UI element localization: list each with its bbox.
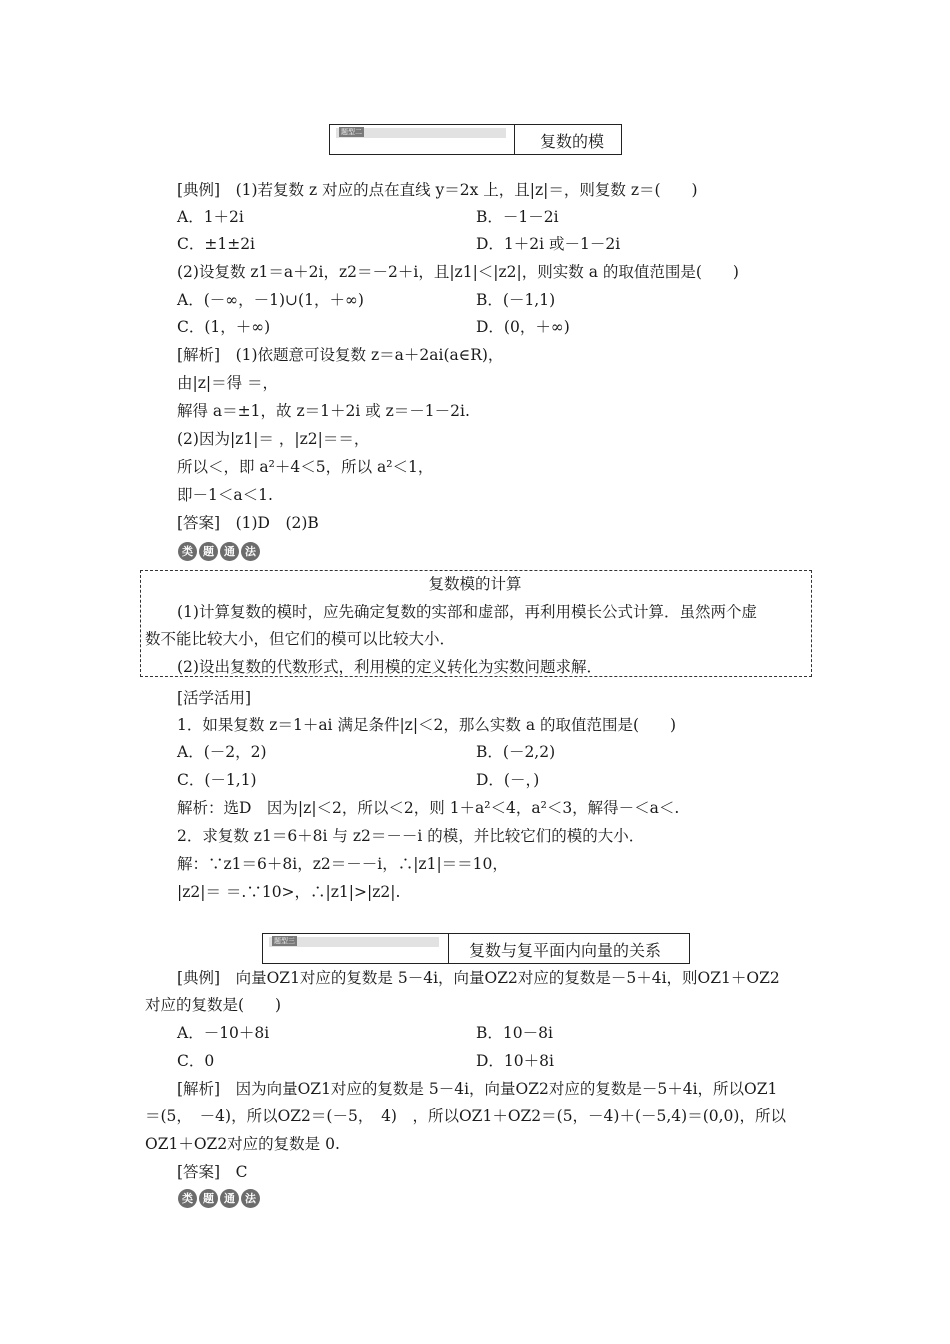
- section-tag: 题型二: [341, 128, 362, 136]
- solution-line: 解得 a＝±1，故 z＝1＋2i 或 z＝－1－2i.: [177, 402, 470, 420]
- example-question: [典例] 向量OZ1对应的复数是 5－4i，向量OZ2对应的复数是－5＋4i，则OZ1＋OZ2: [177, 969, 780, 987]
- option-a: A．(－∞，－1)∪(1，＋∞): [177, 291, 364, 309]
- solution-line: [解析] (1)依题意可设复数 z＝a＋2ai(a∈R)，: [177, 346, 504, 364]
- practice-solution-1: 解析：选D 因为|z|＜2，所以＜2，则 1＋a²＜4，a²＜3，解得－＜a＜.: [177, 799, 680, 817]
- solution-line: (2)因为|z1|＝ ，|z2|＝＝，: [177, 430, 370, 448]
- badge-char: 题: [199, 1189, 218, 1208]
- section-header-3: [262, 933, 690, 964]
- practice-heading: [活学活用]: [177, 689, 252, 707]
- practice-question-2: 2．求复数 z1＝6＋8i 与 z2＝－－i 的模，并比较它们的模的大小．: [177, 827, 645, 845]
- option-d: D．1＋2i 或－1－2i: [476, 235, 621, 253]
- option-c: C．(1，＋∞): [177, 318, 271, 336]
- option-b: B．(－2,2): [476, 743, 556, 761]
- example-question-1: [典例] (1)若复数 z 对应的点在直线 y＝2x 上，且|z|＝，则复数 z＝( ): [177, 181, 698, 199]
- solution-line: OZ1＋OZ2对应的复数是 0.: [145, 1135, 340, 1153]
- option-d: D．(0，＋∞): [476, 318, 570, 336]
- section-tag-bar: [269, 937, 439, 947]
- solution-line: [解析] 因为向量OZ1对应的复数是 5－4i，向量OZ2对应的复数是－5＋4i，所以OZ1: [177, 1080, 778, 1098]
- option-c: C．±1±2i: [177, 235, 256, 253]
- solution-line: ＝(5， －4)，所以OZ2＝(－5， 4) ，所以OZ1＋OZ2＝(5，－4)＋(－5,4)＝(0,0)，所以: [145, 1107, 786, 1125]
- answer-line: [答案] C: [177, 1163, 248, 1181]
- section-tag: 题型三: [274, 937, 295, 945]
- option-a: A．1＋2i: [177, 208, 244, 226]
- example-question: 对应的复数是( ): [145, 996, 282, 1014]
- option-b: B．10－8i: [476, 1024, 553, 1042]
- method-text: (2)设出复数的代数形式，利用模的定义转化为实数问题求解．: [177, 658, 602, 676]
- section-tag-bar: [336, 128, 506, 138]
- badge-char: 类: [178, 542, 197, 561]
- option-b: B．－1－2i: [476, 208, 559, 226]
- option-c: C．(－1,1): [177, 771, 257, 789]
- option-b: B．(－1,1): [476, 291, 556, 309]
- practice-solution-2: 解：∵z1＝6＋8i，z2＝－－i，∴|z1|＝＝10，: [177, 855, 508, 873]
- option-c: C．0: [177, 1052, 215, 1070]
- example-question-2: (2)设复数 z1＝a＋2i，z2＝－2＋i，且|z1|＜|z2|，则实数 a 的取值范围是( ): [177, 263, 739, 281]
- method-badge: [178, 1189, 260, 1208]
- section-header-2: [329, 124, 622, 155]
- option-d: D．(－，): [476, 771, 540, 789]
- badge-char: 通: [220, 542, 239, 561]
- answer-line: [答案] (1)D (2)B: [177, 514, 319, 532]
- badge-char: 法: [241, 542, 260, 561]
- badge-char: 题: [199, 542, 218, 561]
- method-badge: [178, 542, 260, 561]
- method-title: 复数模的计算: [428, 575, 522, 593]
- badge-char: 类: [178, 1189, 197, 1208]
- section-title: 复数的模: [540, 132, 605, 151]
- method-text: (1)计算复数的模时，应先确定复数的实部和虚部，再利用模长公式计算．虽然两个虚: [177, 603, 757, 621]
- practice-solution-2: |z2|＝ ＝.∵10>，∴|z1|>|z2|.: [177, 883, 401, 901]
- practice-question-1: 1．如果复数 z＝1＋ai 满足条件|z|＜2，那么实数 a 的取值范围是( ): [177, 716, 677, 734]
- badge-char: 法: [241, 1189, 260, 1208]
- method-text: 数不能比较大小，但它们的模可以比较大小．: [145, 630, 456, 648]
- option-d: D．10＋8i: [476, 1052, 554, 1070]
- option-a: A．－10＋8i: [177, 1024, 270, 1042]
- solution-line: 所以＜，即 a²＋4＜5，所以 a²＜1，: [177, 458, 434, 476]
- solution-line: 由|z|＝得 ＝，: [177, 374, 279, 392]
- badge-char: 通: [220, 1189, 239, 1208]
- option-a: A．(－2，2): [177, 743, 267, 761]
- solution-line: 即－1＜a＜1.: [177, 486, 273, 504]
- section-title: 复数与复平面内向量的关系: [469, 941, 662, 960]
